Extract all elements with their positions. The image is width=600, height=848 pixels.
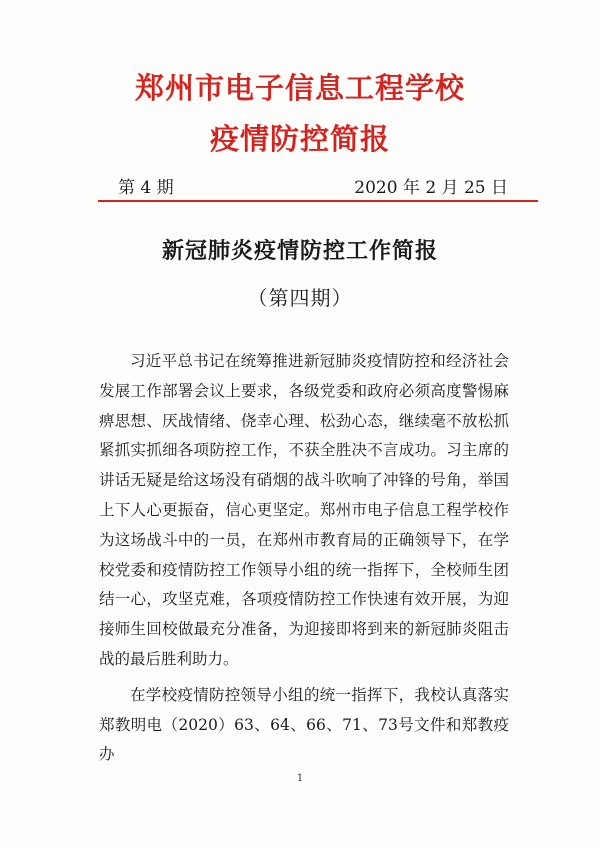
- issue-number: 第 4 期: [118, 178, 174, 198]
- school-name-heading: 郑州市电子信息工程学校: [134, 71, 465, 105]
- body-paragraph-1: 习近平总书记在统筹推进新冠肺炎疫情防控和经济社会发展工作部署会议上要求，各级党委和政府必须高度警惕麻痹思想、厌战情绪、侥幸心理、松劲心态，继续毫不放松抓紧抓实抓细各项防控工作，不获全胜决不言成功。习主席的讲话无疑是给这场没有硝烟的战斗吹响了冲锋的号角，举国上下人心更振奋，信心更坚定。郑州市电子信息工程学校作为这场战斗中的一员，在郑州市教育局的正确领导下，在学校党委和疫情防控工作领导小组的统一指挥下，全校师生团结一心，攻坚克难，各项疫情防控工作快速有效开展，为迎接师生回校做最充分准备，为迎接即将到来的新冠肺炎阻击战的最后胜利助力。: [99, 352, 509, 668]
- article-title: 新冠肺炎疫情防控工作简报: [161, 238, 438, 264]
- issue-date: 2020 年 2 月 25 日: [354, 178, 508, 198]
- body-paragraph-2: 在学校疫情防控领导小组的统一指挥下，我校认真落实郑教明电（2020）63、64、66、71、73号文件和郑教疫办: [99, 685, 509, 764]
- page-number: 1: [296, 773, 304, 784]
- article-subtitle: （第四期）: [247, 286, 353, 310]
- header-divider-rule: [98, 200, 538, 202]
- article-body: [99, 347, 509, 770]
- bulletin-name-heading: 疫情防控简报: [209, 122, 390, 156]
- issue-info-row: [0, 173, 600, 197]
